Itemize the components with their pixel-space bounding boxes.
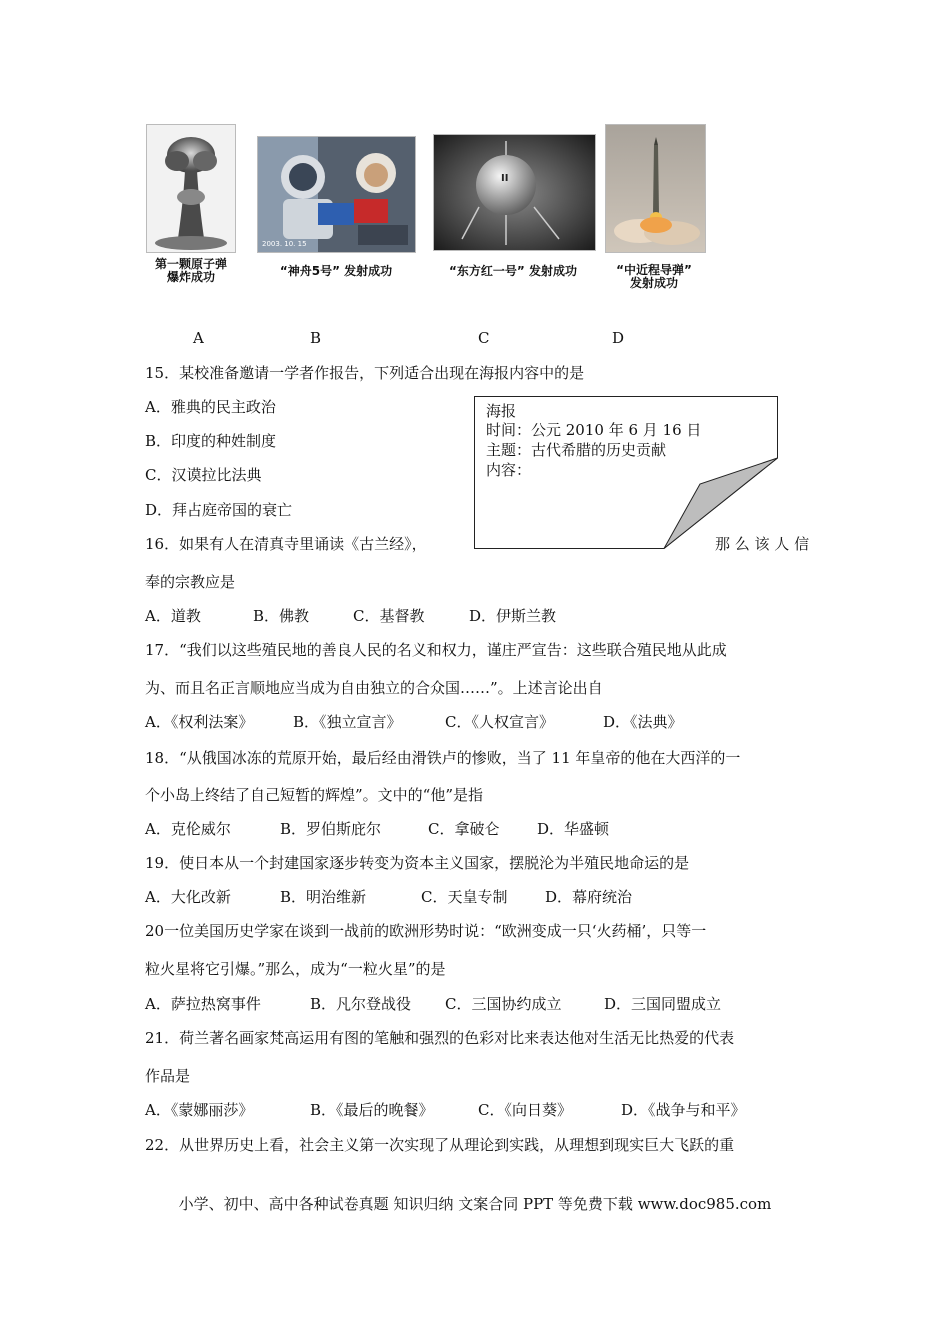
q22-line1: 22．从世界历史上看，社会主义第一次实现了从理论到实践，从理想到现实巨大飞跃的重	[145, 1136, 735, 1154]
q19-options	[145, 887, 632, 907]
q20-options	[145, 994, 721, 1014]
poster-theme: 主题：古代希腊的历史贡献	[486, 441, 667, 459]
q17-options	[145, 712, 683, 732]
poster-time: 时间：公元 2010 年 6 月 16 日	[486, 421, 702, 439]
caption-c-line1: “东方红一号” 发射成功	[449, 264, 577, 278]
q18-option-a: A．克伦威尔	[145, 820, 231, 838]
photo-satellite-mark: II	[501, 173, 509, 184]
letter-b: B	[310, 329, 322, 347]
q19-option-b: B．明治维新	[280, 888, 367, 906]
q19-stem: 19．使日本从一个封建国家逐步转变为资本主义国家，摆脱沦为半殖民地命运的是	[145, 854, 690, 872]
q17-option-c: C．《人权宣言》	[445, 713, 554, 731]
q17-option-d: D．《法典》	[603, 713, 683, 731]
photo-dongfanghong-1	[433, 134, 596, 251]
q18-option-b: B．罗伯斯庇尔	[280, 820, 382, 838]
q17-option-b: B．《独立宣言》	[293, 713, 402, 731]
letter-d: D	[612, 329, 625, 347]
q15-option-c: C．汉谟拉比法典	[145, 466, 262, 484]
q19-option-d: D．幕府统治	[545, 888, 633, 906]
caption-a-line1: 第一颗原子弹	[154, 257, 227, 271]
letter-a: A	[193, 329, 204, 347]
caption-a	[143, 258, 239, 284]
photo-date-stamp: 2003. 10. 15	[262, 240, 307, 248]
q16-options	[145, 606, 556, 626]
q20-option-b: B．凡尔登战役	[310, 995, 412, 1013]
q19-option-a: A．大化改新	[145, 888, 231, 906]
poster-box	[474, 396, 778, 550]
q20-line2: 粒火星将它引爆。”那么，成为“一粒火星”的是	[145, 960, 446, 978]
footer-text: 小学、初中、高中各种试卷真题 知识归纳 文案合同 PPT 等免费下载 www.doc985.com	[178, 1195, 772, 1213]
caption-d-line1: “中近程导弹”	[616, 263, 692, 277]
q15-option-b: B．印度的种姓制度	[145, 432, 277, 450]
q18-option-d: D．华盛顿	[537, 820, 610, 838]
caption-a-line2: 爆炸成功	[166, 270, 215, 284]
q21-option-a: A．《蒙娜丽莎》	[145, 1101, 254, 1119]
q16-option-a: A．道教	[145, 607, 201, 625]
q18-options	[145, 819, 609, 839]
photo-shenzhou-5	[257, 136, 416, 253]
q20-option-d: D．三国同盟成立	[604, 995, 722, 1013]
caption-b	[252, 265, 420, 278]
caption-d-line2: 发射成功	[629, 276, 678, 290]
q20-option-a: A．萨拉热窝事件	[145, 995, 261, 1013]
caption-c	[428, 265, 598, 278]
q21-line2: 作品是	[145, 1067, 191, 1085]
poster-title: 海报	[486, 402, 517, 420]
q16-option-b: B．佛教	[253, 607, 310, 625]
q17-option-a: A．《权利法案》	[145, 713, 254, 731]
q18-line2: 个小岛上终结了自己短暂的辉煌”。文中的“他”是指	[145, 786, 484, 804]
q21-option-d: D．《战争与和平》	[621, 1101, 746, 1119]
q21-line1: 21．荷兰著名画家梵高运用有图的笔触和强烈的色彩对比来表达他对生活无比热爱的代表	[145, 1029, 735, 1047]
q16-stem-left: 16．如果有人在清真寺里诵读《古兰经》，	[145, 535, 427, 553]
q19-option-c: C．天皇专制	[421, 888, 508, 906]
q21-options	[145, 1100, 746, 1120]
q18-line1: 18．“从俄国冰冻的荒原开始，最后经由滑铁卢的惨败，当了 11 年皇帝的他在大西洋的一	[145, 749, 741, 767]
q18-option-c: C．拿破仑	[428, 820, 500, 838]
q21-option-c: C．《向日葵》	[478, 1101, 572, 1119]
poster-content: 内容：	[486, 461, 532, 479]
q15-option-a: A．雅典的民主政治	[145, 398, 276, 416]
letter-c: C	[478, 329, 490, 347]
q21-option-b: B．《最后的晚餐》	[310, 1101, 434, 1119]
q16-option-c: C．基督教	[353, 607, 425, 625]
photo-missile-launch	[605, 124, 706, 253]
q17-line1: 17．“我们以这些殖民地的善良人民的名义和权力，谨庄严宣告：这些联合殖民地从此成	[145, 641, 727, 659]
q17-line2: 为、而且名正言顺地应当成为自由独立的合众国……”。上述言论出自	[145, 679, 603, 697]
q20-line1: 20一位美国历史学家在谈到一战前的欧洲形势时说：“欧洲变成一只‘火药桶’，只等一	[145, 922, 707, 940]
caption-b-line1: “神舟5号” 发射成功	[279, 264, 393, 278]
q16-stem-cont: 奉的宗教应是	[145, 573, 236, 591]
q16-stem-right: 那 么 该 人 信	[715, 535, 810, 553]
q15-stem: 15．某校准备邀请一学者作报告，下列适合出现在海报内容中的是	[145, 364, 585, 382]
caption-d	[598, 264, 710, 290]
q16-option-d: D．伊斯兰教	[469, 607, 557, 625]
photo-atomic-bomb	[146, 124, 236, 253]
q20-option-c: C．三国协约成立	[445, 995, 562, 1013]
q15-option-d: D．拜占庭帝国的衰亡	[145, 501, 293, 519]
